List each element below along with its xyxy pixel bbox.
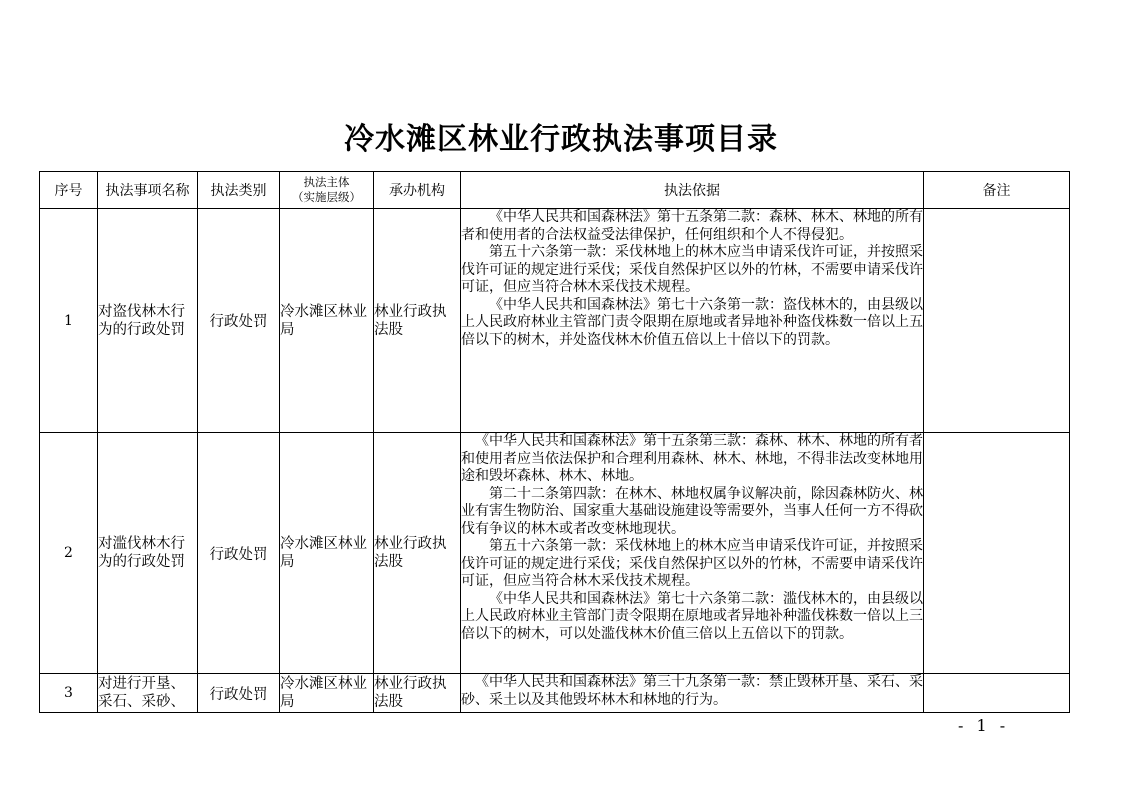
header-type: 执法类别: [198, 172, 280, 209]
row-type: 行政处罚: [198, 209, 280, 433]
basis-paragraph: 《中华人民共和国森林法》第七十六条第二款：滥伐林木的，由县级以上人民政府林业主管部门责令限期在原地或者异地补种滥伐株数一倍以上三倍以下的树木，可以处滥伐林木价值三倍以上五倍以下的罚款。: [461, 590, 923, 642]
row-no: 3: [40, 674, 98, 713]
row-note: [924, 674, 1070, 713]
page-title: 冷水滩区林业行政执法事项目录: [344, 122, 778, 157]
header-basis: 执法依据: [461, 172, 924, 209]
row-body: 冷水滩区林业局: [280, 209, 374, 433]
header-note: 备注: [924, 172, 1070, 209]
table-row: [40, 674, 1070, 713]
row-no: 2: [40, 433, 98, 674]
row-type: 行政处罚: [198, 674, 280, 713]
row-org: 林业行政执法股: [374, 674, 461, 713]
row-basis: [461, 433, 924, 674]
header-org: 承办机构: [374, 172, 461, 209]
enforcement-catalog-table: [39, 171, 1070, 713]
table-row: [40, 433, 1070, 674]
basis-paragraph: 《中华人民共和国森林法》第十五条第三款：森林、林木、林地的所有者和使用者应当依法保护和合理利用森林、林木、林地，不得非法改变林地用途和毁坏森林、林木、林地。: [461, 433, 923, 484]
basis-paragraph: 第二十二条第四款：在林木、林地权属争议解决前，除因森林防火、林业有害生物防治、国家重大基础设施建设等需要外，当事人任何一方不得砍伐有争议的林木或者改变林地现状。: [461, 485, 923, 537]
basis-paragraph: 第五十六条第一款：采伐林地上的林木应当申请采伐许可证，并按照采伐许可证的规定进行采伐；采伐自然保护区以外的竹林，不需要申请采伐许可证，但应当符合林木采伐技术规程。: [461, 244, 923, 295]
basis-paragraph: 《中华人民共和国森林法》第三十九条第一款：禁止毁林开垦、采石、采砂、采土以及其他毁坏林木和林地的行为。: [461, 674, 923, 708]
row-name: 对进行开垦、采石、采砂、: [98, 674, 198, 713]
basis-paragraph: 《中华人民共和国森林法》第七十六条第一款：盗伐林木的，由县级以上人民政府林业主管部门责令限期在原地或者异地补种盗伐株数一倍以上五倍以下的树木，并处盗伐林木价值五倍以上十倍以下的罚款。: [461, 296, 923, 348]
row-no: 1: [40, 209, 98, 433]
row-note: [924, 209, 1070, 433]
row-type: 行政处罚: [198, 433, 280, 674]
header-body-line1: 执法主体: [303, 175, 350, 189]
basis-paragraph: 第五十六条第一款：采伐林地上的林木应当申请采伐许可证，并按照采伐许可证的规定进行采伐；采伐自然保护区以外的竹林，不需要申请采伐许可证，但应当符合林木采伐技术规程。: [461, 538, 923, 589]
row-basis: [461, 209, 924, 433]
table-row: [40, 209, 1070, 433]
row-body: 冷水滩区林业局: [280, 674, 374, 713]
row-basis: [461, 674, 924, 713]
header-body: [280, 172, 374, 209]
row-org: 林业行政执法股: [374, 209, 461, 433]
row-org: 林业行政执法股: [374, 433, 461, 674]
basis-paragraph: 《中华人民共和国森林法》第十五条第二款：森林、林木、林地的所有者和使用者的合法权益受法律保护，任何组织和个人不得侵犯。: [461, 209, 923, 243]
header-name: 执法事项名称: [98, 172, 198, 209]
row-body: 冷水滩区林业局: [280, 433, 374, 674]
header-no: 序号: [40, 172, 98, 209]
row-note: [924, 433, 1070, 674]
row-name: 对盗伐林木行为的行政处罚: [98, 209, 198, 433]
row-name: 对滥伐林木行为的行政处罚: [98, 433, 198, 674]
header-body-line2: （实施层级）: [292, 190, 361, 204]
table-header-row: [40, 172, 1070, 209]
page-number: - 1 -: [958, 716, 1010, 735]
